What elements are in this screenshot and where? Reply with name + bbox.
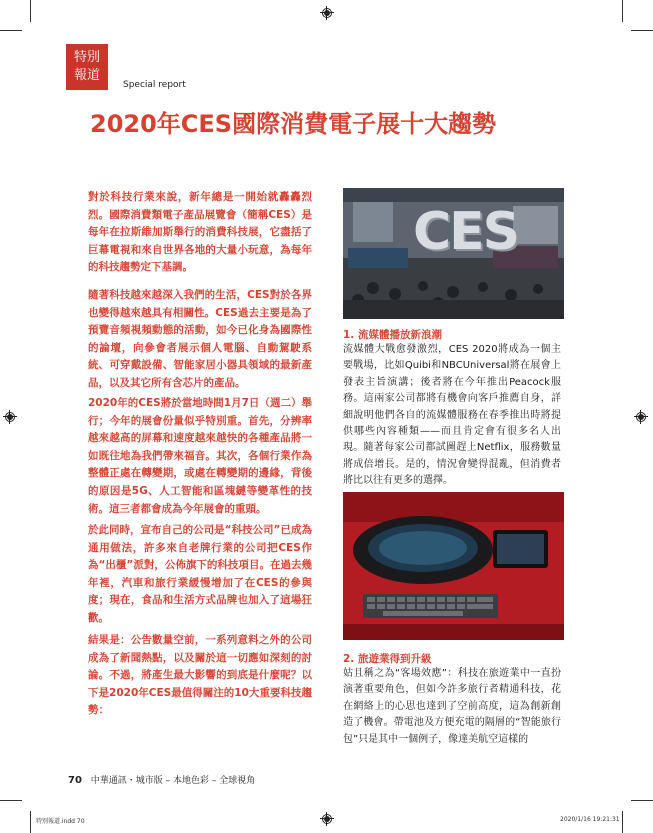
registration-mark-left: [3, 410, 17, 424]
publication-name: 中華通訊・城市版 – 本地色彩 – 全球視角: [90, 776, 256, 786]
section-tab: [66, 44, 108, 90]
lead-paragraph-2: 隨著科技越來越深入我們的生活，CES對於各界也變得越來越具有相關性。CES過去主要是為了預覽音頻視頻動態的活動，如今已化身為國際性的論壇，向參會者展示個人電腦、自動駕駛系統、可穿戴設備、智能家居小器具領域的最新產品，以及其它所有含芯片的產品。: [88, 289, 312, 389]
lead-paragraph-5: 結果是：公告數量空前，一系列意料之外的公司成為了新聞熱點，以及關於這一切應如深刻的討論。不過，將產生最大影響的到底是什麼呢？以下是2020年CES最值得關注的10大重要科技趨勢：: [88, 634, 312, 717]
slug-file: 特別報道.indd 70: [36, 818, 85, 825]
slug-date: 2020/1/16 19:21:31: [560, 816, 620, 823]
ces-hall-photo: [343, 188, 564, 319]
section2-body: 姑且稱之為“客場效應”：科技在旅遊業中一直扮演著重要角色，但如今許多旅行者精通科技，花在網絡上的心思也達到了空前高度，這為創新創造了機會。帶電池及方便充電的隔層的“智能旅行包”只是其中一個例子，像達美航空這樣的: [343, 668, 561, 745]
crop-mark: [622, 0, 623, 22]
crop-mark: [30, 811, 31, 833]
section-label-en: Special report: [123, 80, 186, 90]
section-label-line2: 報道: [73, 68, 100, 83]
crop-mark: [30, 0, 31, 22]
page-footer: [68, 773, 255, 786]
section1-body: 流媒體大戰愈發激烈，CES 2020將成為一個主要戰場，比如Quibi和NBCUniversal將在展會上發表主旨演講；後者將在今年推出Peacock服務。這兩家公司都將有機會向客戶推薦自身，詳細說明他們各自的流媒體服務在春季推出時將提供哪些內容種類——而且肯定會有很多名人出現。隨著每家公司都試圖趕上Netflix，服務數量將成倍增長。是的，情況會變得混亂，但消費者將比以往有更多的選擇。: [343, 344, 561, 487]
page-title: 2020年CES國際消費電子展十大趨勢: [90, 110, 497, 138]
page-number: 70: [68, 775, 82, 786]
registration-mark-bottom: [320, 812, 334, 826]
device-keyboard-photo: [343, 492, 564, 640]
section-label-line1: 特別: [73, 50, 100, 65]
crop-mark: [631, 800, 653, 801]
registration-mark-top: [320, 6, 334, 20]
section2-heading: 2. 旅遊業得到升級: [343, 653, 432, 665]
lead-paragraph-3: 2020年的CES將於當地時間1月7日（週二）舉行；今年的展會份量似乎特別重。首先，分辨率越來越高的屏幕和速度越來越快的各種產品將一如既往地為我們帶來福音。其次，各個行業作為整體正處在轉變期，或處在轉變期的邊緣，背後的原因是5G、人工智能和區塊鏈等變革性的技術。這三者都會成為今年展會的重頭。: [88, 397, 312, 515]
device-illustration: [343, 492, 564, 640]
ces-sign: CES: [413, 202, 519, 262]
crop-mark: [0, 800, 22, 801]
crop-mark: [631, 30, 653, 31]
crop-mark: [622, 811, 623, 833]
lead-paragraph-1: 對於科技行業來說，新年總是一開始就轟轟烈烈。國際消費類電子產品展覽會（簡稱CES）是每年在拉斯維加斯舉行的消費科技展，它盡括了巨幕電視和來自世界各地的大量小玩意，為每年的科技趨勢定下基調。: [88, 191, 312, 274]
registration-mark-right: [634, 410, 648, 424]
lead-paragraph-4: 於此同時，宣布自己的公司是“科技公司”已成為通用做法，許多來自老牌行業的公司把CES作為“出櫃”派對，公佈旗下的科技項目。在過去幾年裡，汽車和旅行業緩慢增加了在CES的參與度；現在，食品和生活方式品牌也加入了這場狂歡。: [88, 524, 312, 624]
section1-heading: 1. 流媒體播放新浪潮: [343, 329, 442, 341]
crop-mark: [0, 30, 22, 31]
